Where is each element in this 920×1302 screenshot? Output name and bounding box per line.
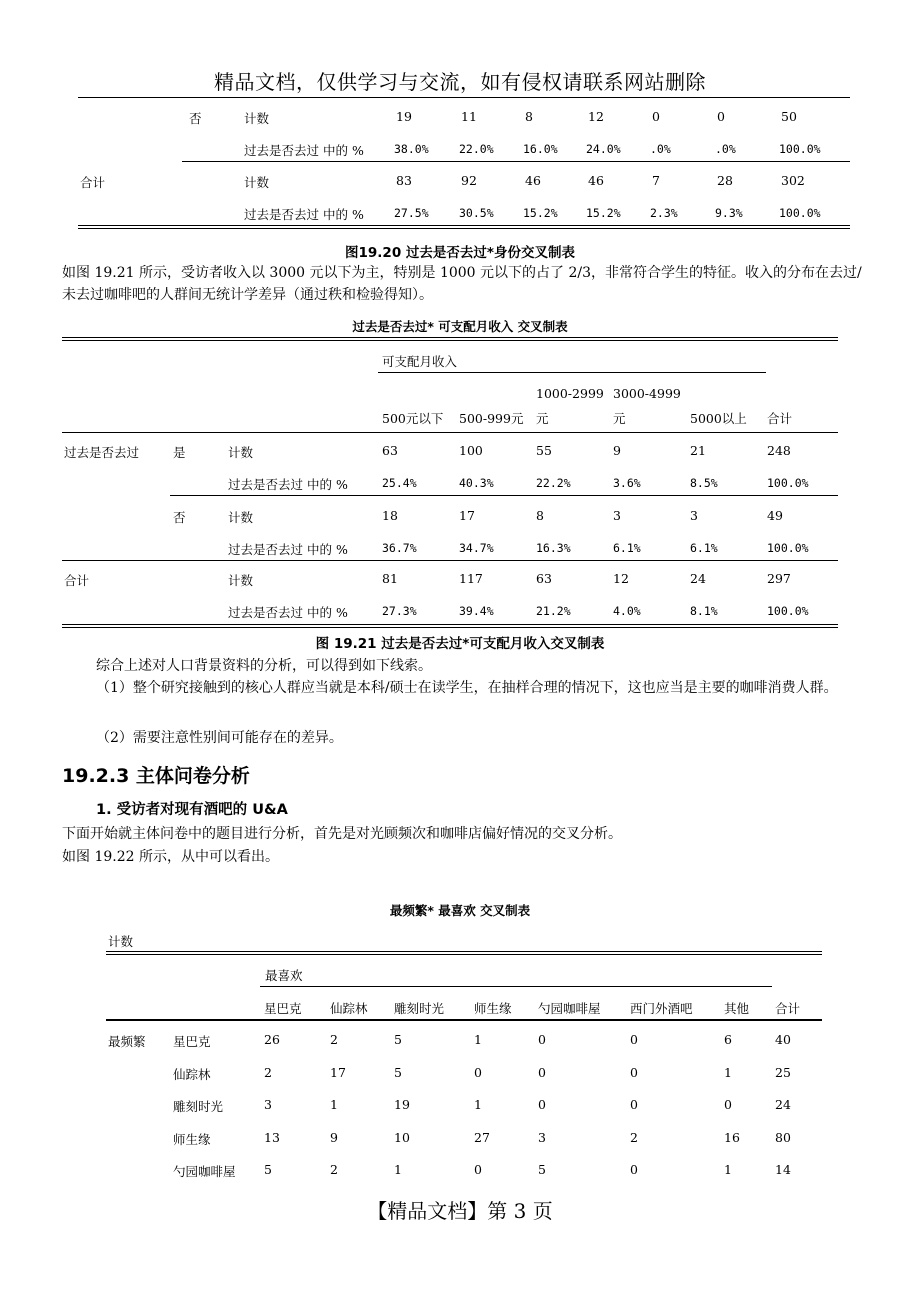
table3-group-header: 最喜欢 — [265, 968, 303, 983]
table3-col-header: 仙踪林 — [330, 1001, 368, 1016]
table2-cell: 8.1% — [690, 604, 718, 618]
table2-title: 过去是否去过* 可支配月收入 交叉制表 — [352, 319, 568, 334]
table1-cell: 302 — [781, 173, 805, 188]
table3-cell: 10 — [394, 1130, 410, 1145]
table3-cell: 2 — [330, 1032, 338, 1047]
table1-cell: 100.0% — [779, 206, 821, 220]
table1-cell: .0% — [650, 142, 671, 156]
table3-row-label: 师生缘 — [173, 1132, 211, 1147]
table2-cell: 39.4% — [459, 604, 494, 618]
table1-row-label: 计数 — [244, 175, 270, 190]
table2-cell: 8.5% — [690, 476, 718, 490]
table1-cell: 83 — [396, 173, 412, 188]
table2-cell: 63 — [382, 443, 398, 458]
table1-cell: 50 — [781, 109, 797, 124]
table2-cell: 6.1% — [690, 541, 718, 555]
table1-row-label: 计数 — [244, 111, 270, 126]
table3-cell: 0 — [538, 1097, 546, 1112]
table2-cell: 18 — [382, 508, 398, 523]
table2-cell: 6.1% — [613, 541, 641, 555]
table3-col-header: 勺园咖啡屋 — [538, 1001, 601, 1016]
table1-cell: 2.3% — [650, 206, 678, 220]
table1-cell: 92 — [461, 173, 477, 188]
page-header: 精品文档，仅供学习与交流，如有侵权请联系网站删除 — [214, 70, 706, 94]
table2-cell: 49 — [767, 508, 783, 523]
table2-cell: 4.0% — [613, 604, 641, 618]
table3-cell: 0 — [474, 1065, 482, 1080]
table2-row-label: 计数 — [228, 445, 254, 460]
table3-cell: 14 — [775, 1162, 791, 1177]
table2-cell: 3 — [690, 508, 698, 523]
table3-cell: 26 — [264, 1032, 280, 1047]
table3-row-label: 勺园咖啡屋 — [173, 1164, 236, 1179]
table3-cell: 17 — [330, 1065, 346, 1080]
table3-cell: 0 — [538, 1032, 546, 1047]
table3-cell: 80 — [775, 1130, 791, 1145]
table3-cell: 1 — [394, 1162, 402, 1177]
table1-cell: 0 — [717, 109, 725, 124]
table2-cell: 27.3% — [382, 604, 417, 618]
table3-cell: 6 — [724, 1032, 732, 1047]
table3-cell: 3 — [538, 1130, 546, 1145]
table2-cell: 21 — [690, 443, 706, 458]
table3-cell: 27 — [474, 1130, 490, 1145]
table3-cell: 5 — [394, 1032, 402, 1047]
paragraph-income: 如图 19.21 所示，受访者收入以 3000 元以下为主，特别是 1000 元以下的占了 2/3，非常符合学生的特征。收入的分布在去过/未去过咖啡吧的人群间无统计学差异（通过秩和检验得知）。 — [62, 265, 862, 303]
table3-cell: 5 — [394, 1065, 402, 1080]
table2-col-header: 500-999元 — [459, 411, 524, 426]
table3-cell: 0 — [630, 1065, 638, 1080]
table2-cell: 100.0% — [767, 604, 809, 618]
table1-cell: 15.2% — [586, 206, 621, 220]
subsection-heading: 1. 受访者对现有酒吧的 U&A — [96, 802, 288, 818]
table1-cell: 12 — [588, 109, 604, 124]
table3-col-header: 师生缘 — [474, 1001, 512, 1016]
table2-cell: 12 — [613, 571, 629, 586]
table1-cell: 38.0% — [394, 142, 429, 156]
table2-row-label: 过去是否去过 中的 % — [228, 605, 348, 620]
table2-cell: 22.2% — [536, 476, 571, 490]
table2-row-label: 计数 — [228, 510, 254, 525]
table2-col-header: 3000-4999 — [613, 386, 681, 401]
table1-cell: 7 — [652, 173, 660, 188]
table3-cell: 2 — [630, 1130, 638, 1145]
table3-row-label: 星巴克 — [173, 1034, 211, 1049]
table2-col-header: 5000以上 — [690, 411, 747, 426]
table3-row-label: 仙踪林 — [173, 1067, 211, 1082]
table3-col-header: 星巴克 — [264, 1001, 302, 1016]
table3-cell: 40 — [775, 1032, 791, 1047]
paragraph-point-1: （1）整个研究接触到的核心人群应当就是本科/硕士在读学生，在抽样合理的情况下，这也应当是主要的咖啡消费人群。 — [96, 680, 838, 696]
paragraph-intro: 下面开始就主体问卷中的题目进行分析，首先是对光顾频次和咖啡店偏好情况的交叉分析。 — [62, 826, 622, 842]
table2-cell: 3 — [613, 508, 621, 523]
table1-cell: 8 — [525, 109, 533, 124]
table3-cell: 1 — [474, 1032, 482, 1047]
table2-row-group: 过去是否去过 — [64, 445, 140, 460]
table3-cell: 1 — [330, 1097, 338, 1112]
table3-row-label: 雕刻时光 — [173, 1099, 224, 1114]
table2-cell: 117 — [459, 571, 483, 586]
table2-cell: 100 — [459, 443, 483, 458]
table2-caption: 图 19.21 过去是否去过*可支配月收入交叉制表 — [315, 636, 605, 652]
table2-row-group: 合计 — [64, 573, 90, 588]
table2-row-label: 过去是否去过 中的 % — [228, 477, 348, 492]
table3-cell: 3 — [264, 1097, 272, 1112]
table1-cell: 15.2% — [523, 206, 558, 220]
table1-cell: 9.3% — [715, 206, 743, 220]
section-heading: 19.2.3 主体问卷分析 — [62, 765, 250, 787]
paragraph-figure-ref: 如图 19.22 所示，从中可以看出。 — [62, 849, 279, 865]
table3-cell: 0 — [538, 1065, 546, 1080]
table1-cell: 28 — [717, 173, 733, 188]
table1-cell: 46 — [588, 173, 604, 188]
table2-col-header: 500元以下 — [382, 411, 444, 426]
table3-cell: 0 — [630, 1097, 638, 1112]
table3-cell: 25 — [775, 1065, 791, 1080]
table2-row-label: 计数 — [228, 573, 254, 588]
table1-caption: 图19.20 过去是否去过*身份交叉制表 — [345, 245, 575, 261]
table3-cell: 1 — [724, 1162, 732, 1177]
table3-count-label: 计数 — [108, 934, 134, 949]
table2-cell: 16.3% — [536, 541, 571, 555]
table2-cell: 9 — [613, 443, 621, 458]
table2-cell: 3.6% — [613, 476, 641, 490]
table1-cell: 100.0% — [779, 142, 821, 156]
table2-col-header-suffix: 元 — [613, 411, 626, 426]
table3-cell: 2 — [264, 1065, 272, 1080]
table2-col-header-suffix: 元 — [536, 411, 549, 426]
table2-cell: 21.2% — [536, 604, 571, 618]
table1-cell: 16.0% — [523, 142, 558, 156]
table2-cell: 55 — [536, 443, 552, 458]
table3-cell: 0 — [724, 1097, 732, 1112]
table3-cell: 1 — [724, 1065, 732, 1080]
table3-cell: 9 — [330, 1130, 338, 1145]
table2-group-header: 可支配月收入 — [382, 354, 458, 369]
table1-cell: 30.5% — [459, 206, 494, 220]
table2-col-header: 1000-2999 — [536, 386, 604, 401]
table3-cell: 5 — [264, 1162, 272, 1177]
table1-cell: 0 — [652, 109, 660, 124]
table3-cell: 13 — [264, 1130, 280, 1145]
table3-title: 最频繁* 最喜欢 交叉制表 — [389, 903, 531, 918]
table2-cell: 100.0% — [767, 541, 809, 555]
table2-cell: 17 — [459, 508, 475, 523]
table3-cell: 16 — [724, 1130, 740, 1145]
table1-cell: 11 — [461, 109, 477, 124]
table3-cell: 0 — [630, 1032, 638, 1047]
table3-cell: 19 — [394, 1097, 410, 1112]
table2-cell: 248 — [767, 443, 791, 458]
table1-cell: 22.0% — [459, 142, 494, 156]
table2-row-sub: 是 — [173, 445, 186, 460]
table2-cell: 25.4% — [382, 476, 417, 490]
table1-cell: 27.5% — [394, 206, 429, 220]
table2-row-sub: 否 — [173, 510, 186, 525]
paragraph-point-2: （2）需要注意性别间可能存在的差异。 — [96, 730, 343, 746]
table2-cell: 40.3% — [459, 476, 494, 490]
table1-row-label: 过去是否去过 中的 % — [244, 207, 364, 222]
table1-cell: 46 — [525, 173, 541, 188]
table3-cell: 2 — [330, 1162, 338, 1177]
table2-col-header: 合计 — [767, 411, 793, 426]
table3-col-header: 合计 — [775, 1001, 801, 1016]
table2-cell: 63 — [536, 571, 552, 586]
table3-cell: 24 — [775, 1097, 791, 1112]
paragraph-summary: 综合上述对人口背景资料的分析，可以得到如下线索。 — [96, 658, 432, 674]
table3-col-header: 雕刻时光 — [394, 1001, 445, 1016]
table3-col-header: 西门外酒吧 — [630, 1001, 693, 1016]
table1-row-sub: 否 — [189, 111, 202, 126]
table1-cell: .0% — [715, 142, 736, 156]
table1-row-label: 过去是否去过 中的 % — [244, 143, 364, 158]
table1-cell: 19 — [396, 109, 412, 124]
table2-cell: 297 — [767, 571, 791, 586]
table3-row-group: 最频繁 — [108, 1034, 146, 1049]
page-footer: 【精品文档】第 3 页 — [367, 1199, 553, 1223]
table3-cell: 1 — [474, 1097, 482, 1112]
table2-row-label: 过去是否去过 中的 % — [228, 542, 348, 557]
table2-cell: 36.7% — [382, 541, 417, 555]
table2-cell: 24 — [690, 571, 706, 586]
table3-cell: 0 — [474, 1162, 482, 1177]
table3-cell: 5 — [538, 1162, 546, 1177]
table3-cell: 0 — [630, 1162, 638, 1177]
table2-cell: 34.7% — [459, 541, 494, 555]
table1-row-group: 合计 — [80, 175, 106, 190]
table3-col-header: 其他 — [724, 1001, 750, 1016]
table2-cell: 81 — [382, 571, 398, 586]
table2-cell: 100.0% — [767, 476, 809, 490]
table1-cell: 24.0% — [586, 142, 621, 156]
table2-cell: 8 — [536, 508, 544, 523]
